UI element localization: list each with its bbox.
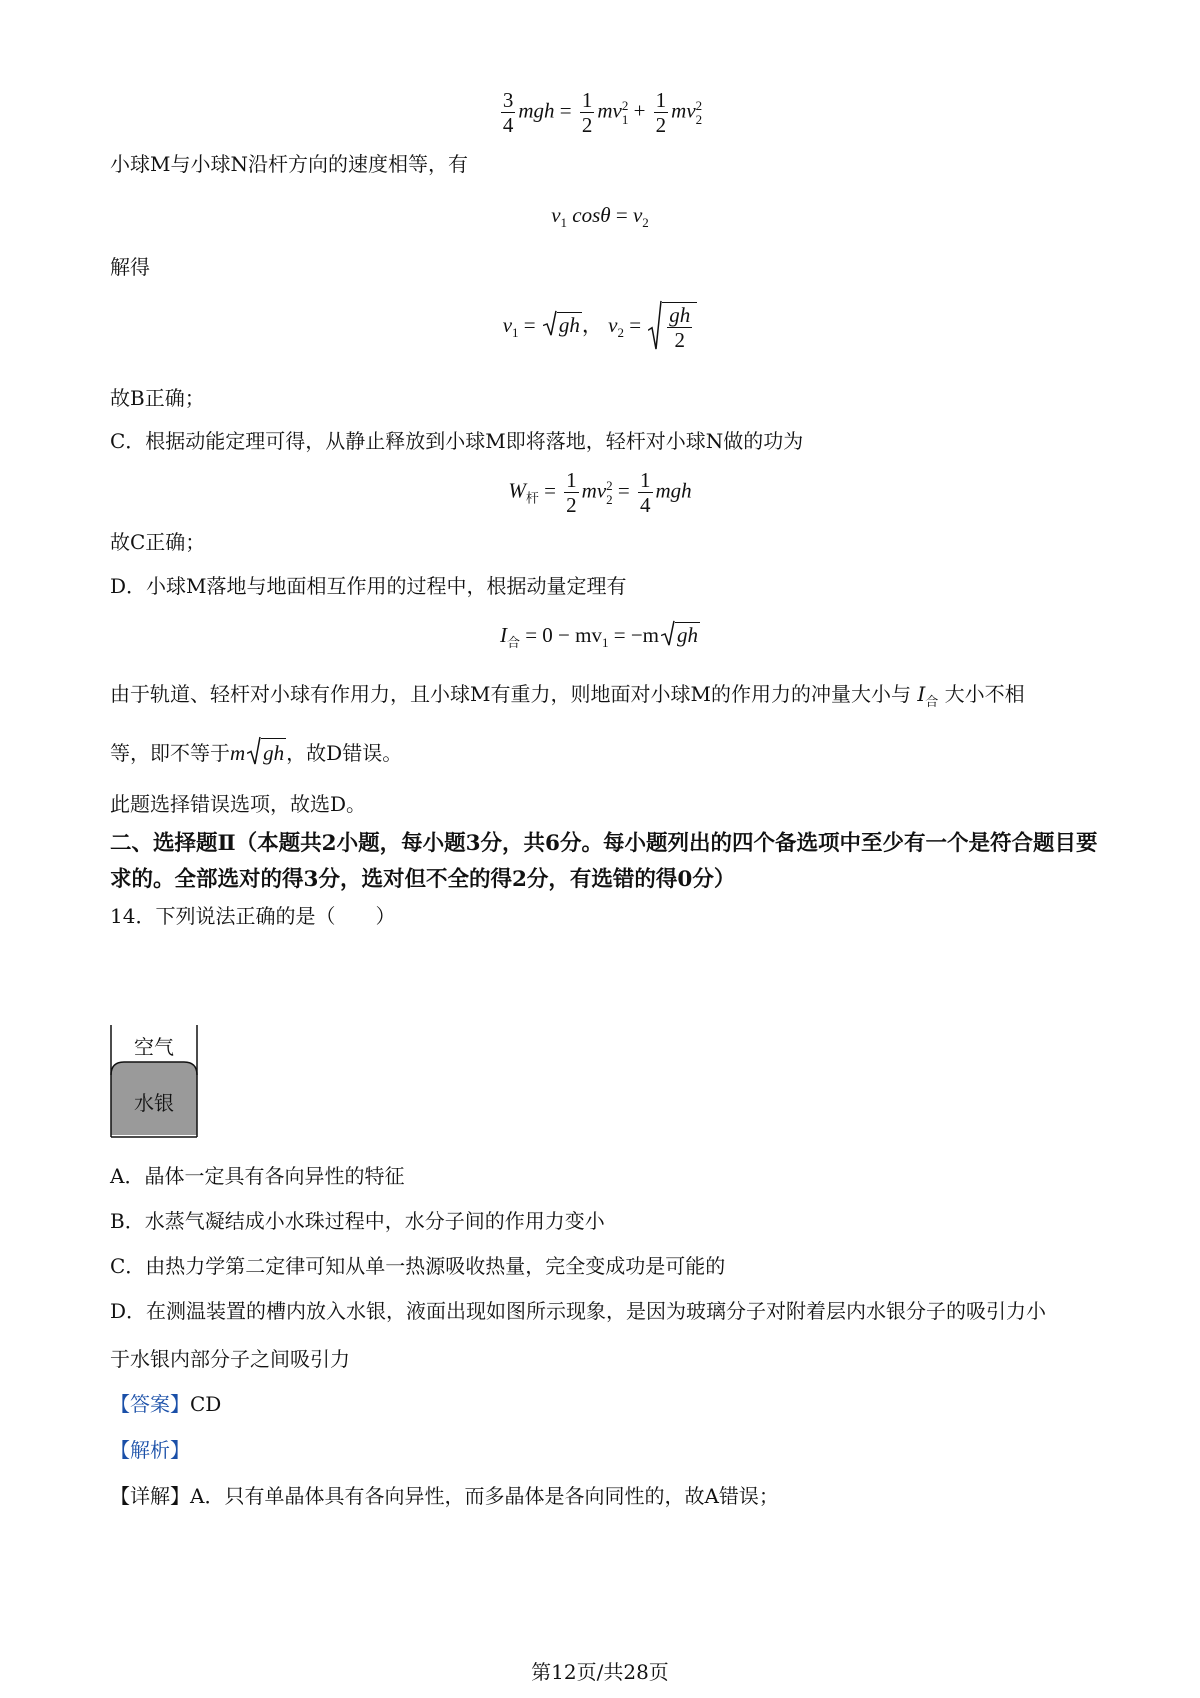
paragraph-velocity-relation: 小球M与小球N沿杆方向的速度相等，有 bbox=[110, 152, 468, 176]
option-d-line2: 于水银内部分子之间吸引力 bbox=[110, 1347, 350, 1371]
air-label: 空气 bbox=[134, 1035, 174, 1059]
equation-solution: $v_1$ = gh， $v_2$ = $\frac{gh}{2}$ bbox=[0, 302, 1200, 352]
equation-velocity: $v_1$ $\cos\theta = v_2$ bbox=[551, 203, 649, 231]
section-heading: 二、选择题Ⅱ（本题共2小题，每小题3分，共6分。每小题列出的四个备选项中至少有一个是符合题目要求的。全部选对的得3分，选对但不全的得2分，有选错的得0分） bbox=[110, 831, 1098, 892]
sqrt-symbol: gh bbox=[661, 622, 700, 648]
page-footer: 第12页/共28页 bbox=[531, 1660, 669, 1684]
mercury-label: 水银 bbox=[134, 1091, 174, 1115]
paragraph-conclusion: 此题选择错误选项，故选D。 bbox=[110, 792, 367, 816]
option-d-line1: D．在测温装置的槽内放入水银，液面出现如图所示现象，是因为玻璃分子对附着层内水银分子的吸引力小 bbox=[110, 1299, 1047, 1323]
question-14: 14．下列说法正确的是（ ） bbox=[110, 904, 396, 928]
paragraph-solve: 解得 bbox=[110, 255, 150, 279]
paragraph-option-d-analysis: D．小球M落地与地面相互作用的过程中，根据动量定理有 bbox=[110, 574, 627, 598]
answer-line: 【答案】CD bbox=[110, 1392, 222, 1416]
equation-work: $W_杆$ = $\frac{1}{2}$ mv 2 2 = $\frac{1}{4}$ mgh bbox=[508, 468, 692, 517]
paragraph-impulse-explanation: 由于轨道、轻杆对小球有作用力，且小球M有重力，则地面对小球M的作用力的冲量大小与 $I_合$ 大小不相 bbox=[110, 682, 1025, 710]
paragraph-option-c-analysis: C．根据动能定理可得，从静止释放到小球M即将落地，轻杆对小球N做的功为 bbox=[110, 429, 804, 453]
equation-impulse: $I_合 = 0 - mv_1 = -m$ gh bbox=[0, 622, 1200, 651]
paragraph-b-correct: 故B正确； bbox=[110, 386, 205, 410]
detail-line: 【详解】A．只有单晶体具有各向异性，而多晶体是各向同性的，故A错误； bbox=[110, 1484, 779, 1508]
option-c: C．由热力学第二定律可知从单一热源吸收热量，完全变成功是可能的 bbox=[110, 1254, 726, 1278]
paragraph-d-wrong: 等，即不等于m gh ，故D错误。 bbox=[110, 738, 402, 767]
analysis-heading: 【解析】 bbox=[110, 1438, 190, 1462]
paragraph-c-correct: 故C正确； bbox=[110, 530, 206, 554]
option-b: B．水蒸气凝结成小水珠过程中，水分子间的作用力变小 bbox=[110, 1209, 605, 1233]
mercury-container-figure bbox=[110, 1025, 198, 1138]
equation-energy: $\frac{3}{4}$ mgh = $\frac{1}{2}$ mv 2 1 + $\frac{1}{2}$ mv 2 2 bbox=[502, 88, 703, 137]
sqrt-symbol: gh bbox=[543, 312, 582, 338]
sqrt-symbol: $\frac{gh}{2}$ bbox=[648, 302, 697, 352]
option-a: A．晶体一定具有各向异性的特征 bbox=[110, 1164, 405, 1188]
sqrt-symbol: gh bbox=[247, 738, 286, 767]
